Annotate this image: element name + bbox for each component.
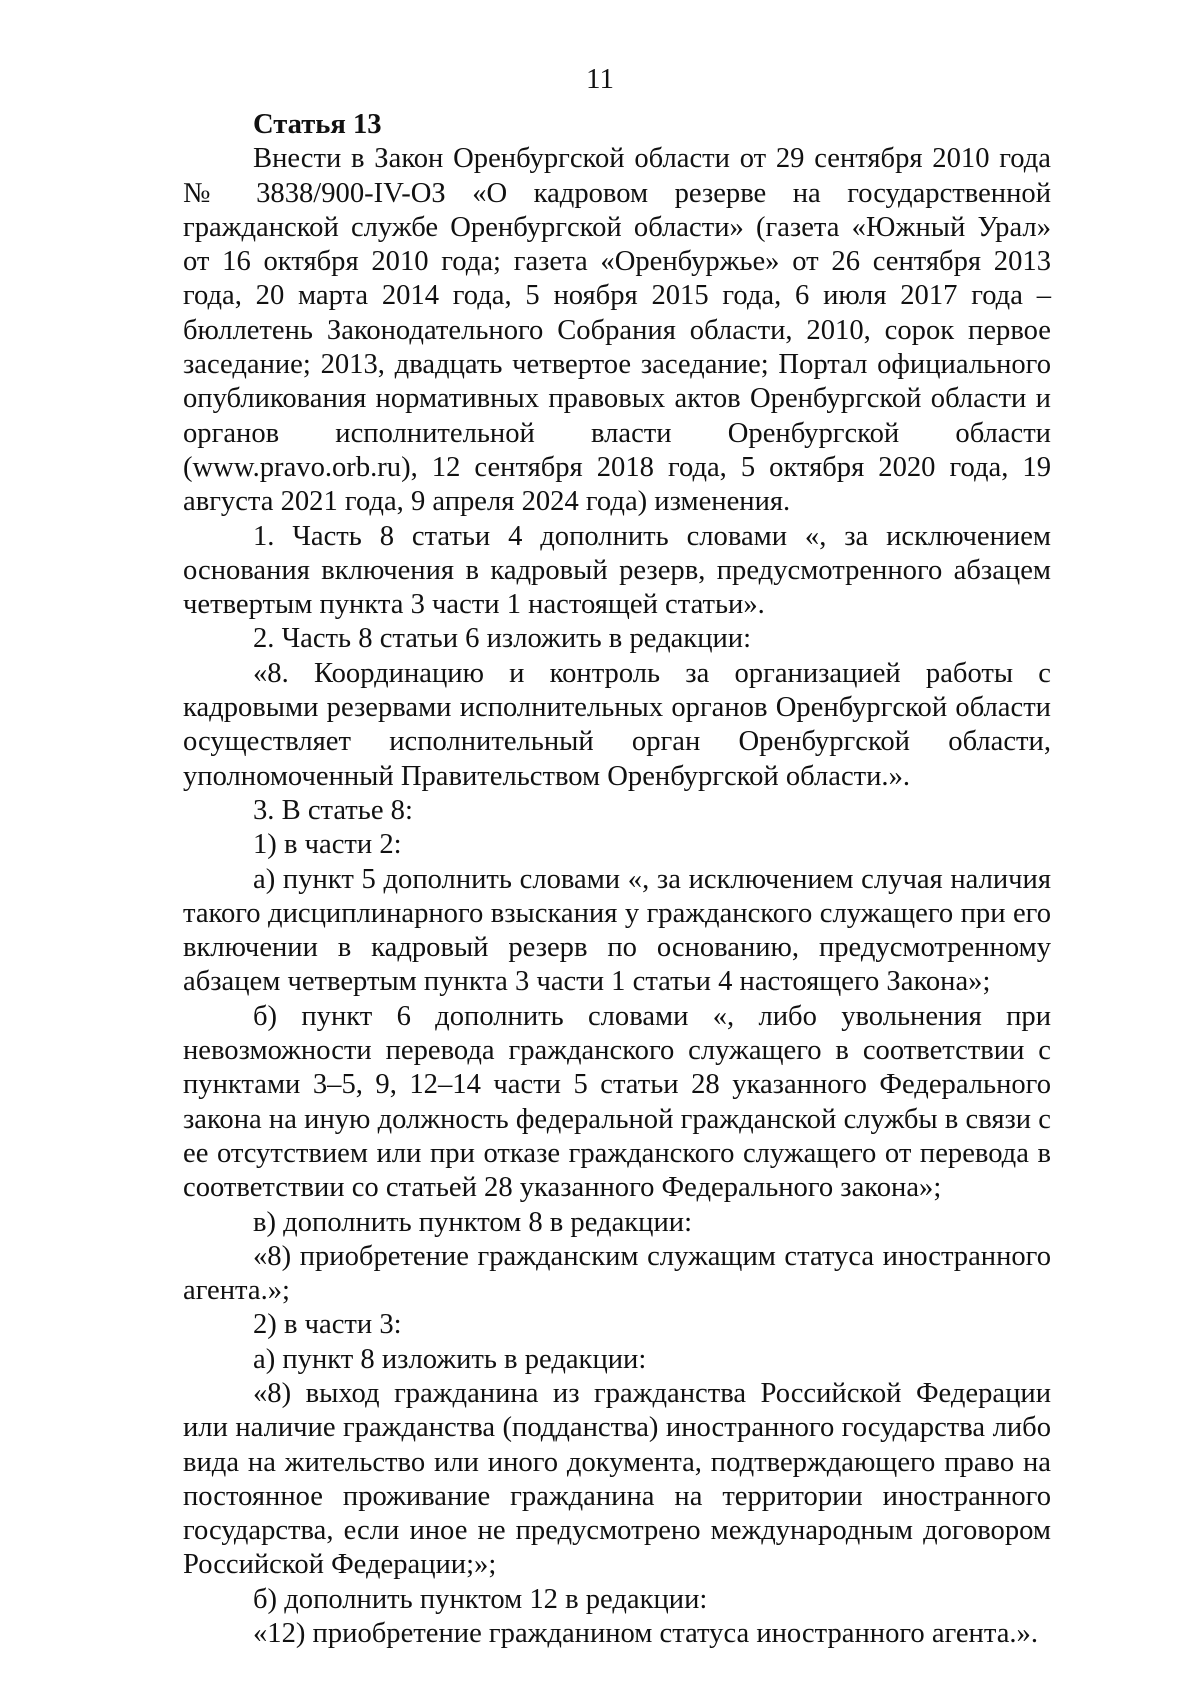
paragraph-item-3: 3. В статье 8: — [253, 794, 413, 826]
paragraph-item-3-2: 2) в части 3: — [253, 1309, 402, 1341]
paragraph-intro: Внести в Закон Оренбургской области от 29 сентября 2010 года № 3838/900-IV-ОЗ «О кадровом резерве на государственной гражданской службе Оренбургской области» (газета «Южный Урал» от 16 октября 2010 года; газета «Оренбуржье» от 26 сентября 2013 года, 20 марта 2014 года, 5 ноября 2015 года, 6 июля 2017 года – бюллетень Законодательного Собрания области, 2010, сорок первое заседание; 2013, двадцать четвертое заседание; Портал официального опубликования нормативных правовых актов Оренбургской области и органов исполнительной власти Оренбургской области (www.pravo.orb.ru), 12 сентября 2018 года, 5 октября 2020 года, 19 августа 2021 года, 9 апреля 2024 года) изменения. — [183, 143, 1051, 518]
paragraph-item-3-1-a: а) пункт 5 дополнить словами «, за исключением случая наличия такого дисциплинарного взыскания у гражданского служащего при его включении в кадровый резерв по основанию, предусмотренному абзацем четвертым пункта 3 части 1 статьи 4 настоящего Закона»; — [183, 863, 1051, 998]
paragraph-item-3-1-v-text: «8) приобретение гражданским служащим статуса иностранного агента.»; — [183, 1240, 1051, 1307]
paragraph-item-3-2-b-text: «12) приобретение гражданином статуса иностранного агента.». — [253, 1618, 1038, 1650]
page-number: 11 — [586, 63, 614, 95]
paragraph-item-2-text: «8. Координацию и контроль за организацией работы с кадровыми резервами исполнительных органов Оренбургской области осуществляет исполнительный орган Оренбургской области, уполномоченный Правительством Оренбургской области.». — [183, 657, 1051, 792]
paragraph-item-2: 2. Часть 8 статьи 6 изложить в редакции: — [253, 623, 752, 655]
paragraph-item-3-2-b: б) дополнить пунктом 12 в редакции: — [253, 1583, 708, 1615]
paragraph-item-3-2-a-text: «8) выход гражданина из гражданства Российской Федерации или наличие гражданства (подданства) иностранного государства либо вида на жительство или иного документа, подтверждающего право на постоянное проживание гражданина на территории иностранного государства, если иное не предусмотрено международным договором Российской Федерации;»; — [183, 1377, 1051, 1581]
paragraph-item-3-2-a: а) пункт 8 изложить в редакции: — [253, 1343, 647, 1375]
document-body — [183, 108, 1051, 1651]
paragraph-item-3-1: 1) в части 2: — [253, 829, 402, 861]
paragraph-item-3-1-b: б) пункт 6 дополнить словами «, либо увольнения при невозможности перевода гражданского служащего в соответствии с пунктами 3–5, 9, 12–14 части 5 статьи 28 указанного Федерального закона на иную должность федеральной гражданской службы в связи с ее отсутствием или при отказе гражданского служащего от перевода в соответствии со статьей 28 указанного Федерального закона»; — [183, 1000, 1051, 1204]
article-heading: Статья 13 — [253, 109, 382, 140]
paragraph-item-3-1-v: в) дополнить пунктом 8 в редакции: — [253, 1206, 693, 1238]
paragraph-item-1: 1. Часть 8 статьи 4 дополнить словами «, за исключением основания включения в кадровый резерв, предусмотренного абзацем четвертым пункта 3 части 1 настоящей статьи». — [183, 520, 1051, 621]
